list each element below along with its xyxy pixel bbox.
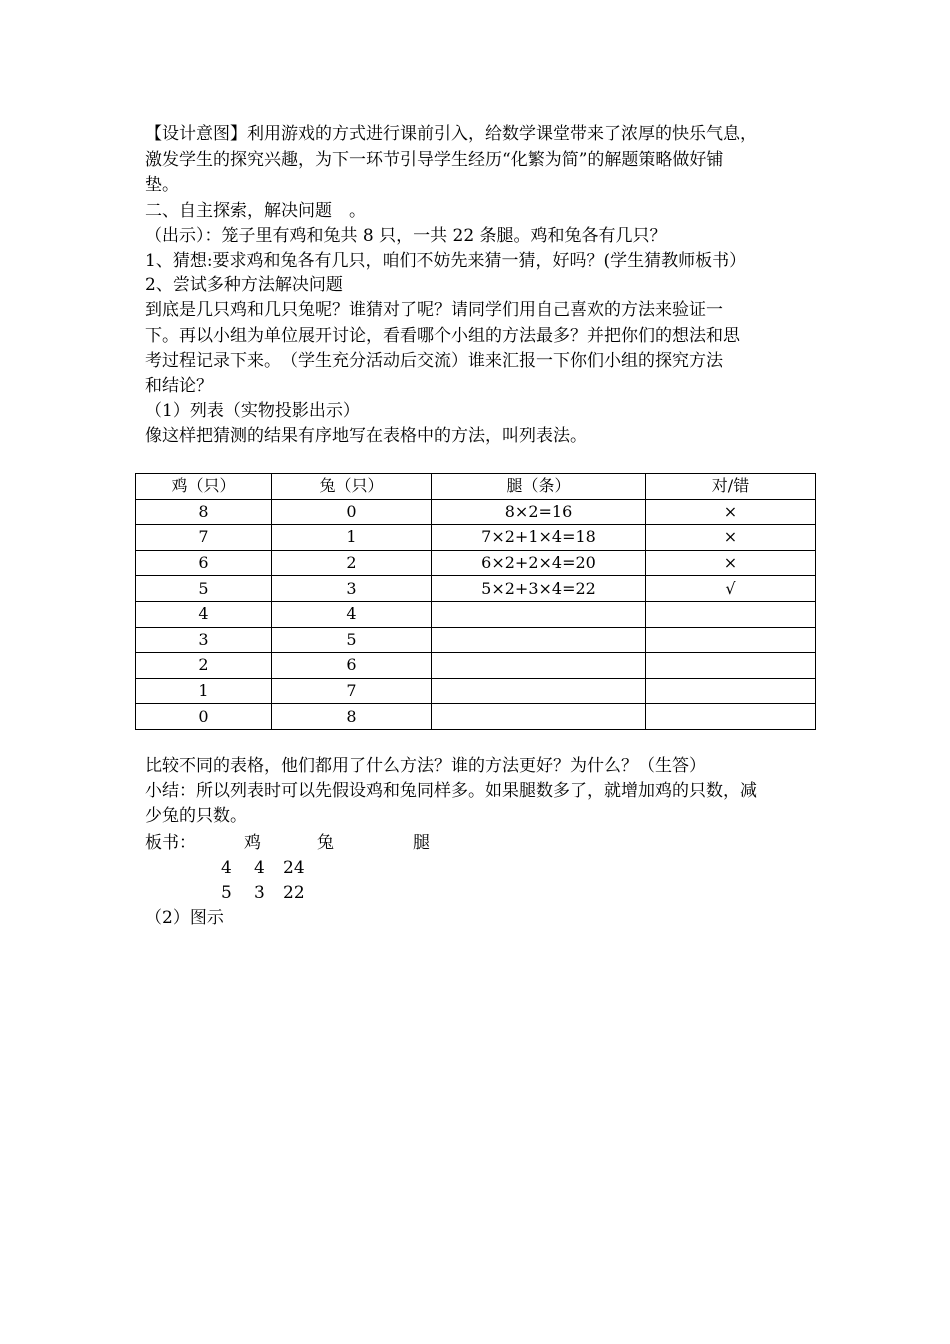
table-row [136,653,816,679]
table-row [136,601,816,627]
cell-mark [646,653,816,679]
cell-rabbit: 6 [272,653,432,679]
cell-chicken: 6 [136,550,272,576]
cell-chicken: 2 [136,653,272,679]
cell-legs: 5×2+3×4=22 [432,576,646,602]
summary-line-2: 少兔的只数。 [145,806,247,826]
cell-mark: √ [646,576,816,602]
cell-chicken: 5 [136,576,272,602]
step-methods: 2、尝试多种方法解决问题 [145,275,343,295]
compare-question: 比较不同的表格，他们都用了什么方法？谁的方法更好？为什么？（生答） [145,756,706,776]
cell-rabbit: 2 [272,550,432,576]
cell-legs [432,601,646,627]
verify-line-4: 和结论？ [145,376,213,396]
step-guess: 1、猜想:要求鸡和兔各有几只，咱们不妨先来猜一猜，好吗？(学生猜教师板书） [145,251,747,271]
cell-rabbit: 8 [272,704,432,730]
cell-mark [646,704,816,730]
table-row [136,704,816,730]
cell-rabbit: 4 [272,601,432,627]
cell-chicken: 7 [136,525,272,551]
cell-mark [646,601,816,627]
cell-chicken: 3 [136,627,272,653]
board-row2-chicken: 5 [221,883,232,903]
table-row [136,678,816,704]
cell-mark [646,678,816,704]
cell-mark: × [646,499,816,525]
design-intent-line-3: 垫。 [145,175,179,195]
cell-chicken: 0 [136,704,272,730]
cell-mark: × [646,550,816,576]
cell-mark: × [646,525,816,551]
verify-line-2: 下。再以小组为单位展开讨论，看看哪个小组的方法最多？并把你们的想法和思 [145,326,740,346]
verify-line-1: 到底是几只鸡和几只兔呢？谁猜对了呢？请同学们用自己喜欢的方法来验证一 [145,300,723,320]
design-intent-line-2: 激发学生的探究兴趣，为下一环节引导学生经历“化繁为简”的解题策略做好铺 [145,150,724,170]
cell-chicken: 8 [136,499,272,525]
board-row1-legs: 24 [283,858,305,878]
header-legs: 腿（条） [432,474,646,500]
board-row2-rabbit: 3 [254,883,265,903]
summary-line-1: 小结：所以列表时可以先假设鸡和兔同样多。如果腿数多了，就增加鸡的只数，减 [145,781,757,801]
cell-legs [432,627,646,653]
cell-legs [432,704,646,730]
board-row1-chicken: 4 [221,858,232,878]
cell-rabbit: 5 [272,627,432,653]
table-row [136,627,816,653]
cell-legs: 7×2+1×4=18 [432,525,646,551]
cell-legs: 8×2=16 [432,499,646,525]
board-label: 板书： [145,833,196,853]
table-row [136,576,816,602]
guess-table [135,473,816,730]
method-list-heading: （1）列表（实物投影出示） [145,401,360,421]
header-correctness: 对/错 [646,474,816,500]
method-diagram-heading: （2）图示 [145,908,224,928]
board-row2-legs: 22 [283,883,305,903]
table-row [136,525,816,551]
board-head-chicken: 鸡 [244,833,261,853]
cell-rabbit: 3 [272,576,432,602]
cell-rabbit: 7 [272,678,432,704]
table-header-row [136,474,816,500]
problem-statement: （出示）：笼子里有鸡和兔共 8 只，一共 22 条腿。鸡和兔各有几只？ [145,226,667,246]
cell-rabbit: 0 [272,499,432,525]
board-row1-rabbit: 4 [254,858,265,878]
design-intent-line-1: 【设计意图】利用游戏的方式进行课前引入，给数学课堂带来了浓厚的快乐气息， [145,124,757,144]
cell-rabbit: 1 [272,525,432,551]
cell-legs: 6×2+2×4=20 [432,550,646,576]
table-row [136,499,816,525]
board-head-rabbit: 兔 [317,833,334,853]
cell-legs [432,653,646,679]
section-heading: 二、自主探索，解决问题 。 [145,201,366,221]
header-chicken: 鸡（只） [136,474,272,500]
verify-line-3: 考过程记录下来。 （学生充分活动后交流）谁来汇报一下你们小组的探究方法 [145,351,723,371]
cell-chicken: 1 [136,678,272,704]
board-head-legs: 腿 [413,833,430,853]
cell-legs [432,678,646,704]
cell-mark [646,627,816,653]
table-row [136,550,816,576]
header-rabbit: 兔（只） [272,474,432,500]
method-list-description: 像这样把猜测的结果有序地写在表格中的方法，叫列表法。 [145,426,587,446]
cell-chicken: 4 [136,601,272,627]
